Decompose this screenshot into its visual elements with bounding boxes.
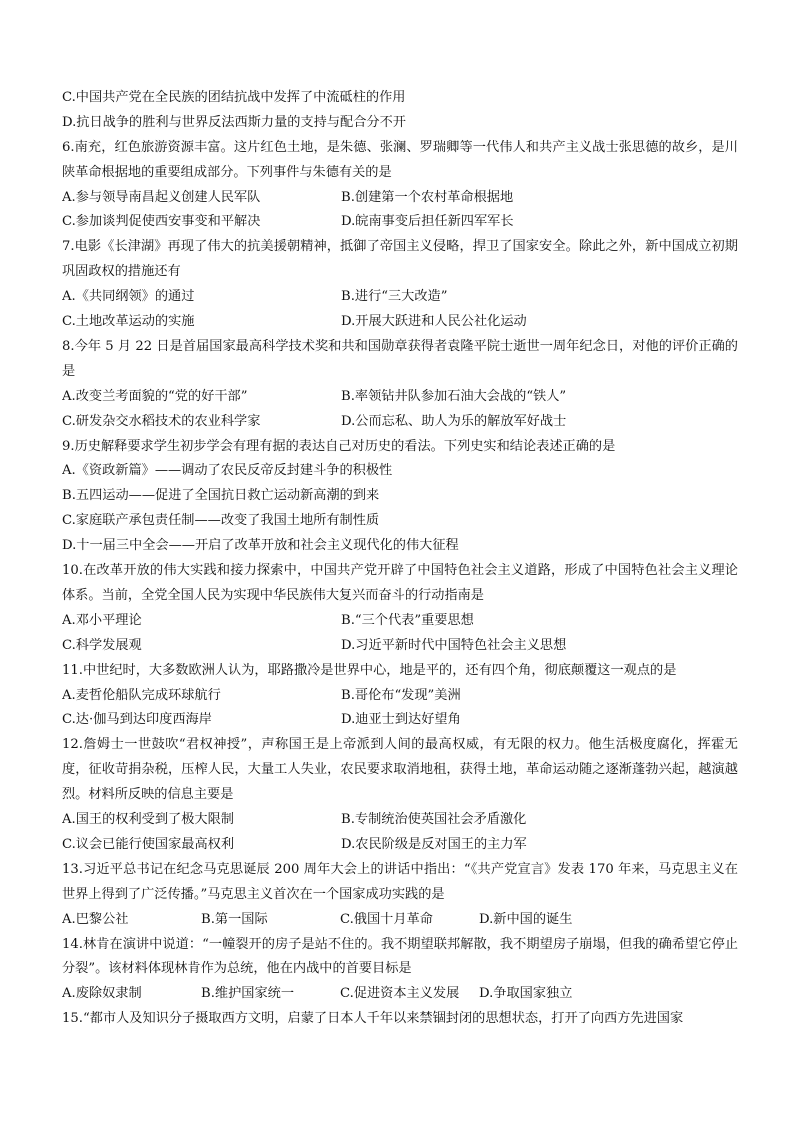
option-a: A.邓小平理论 xyxy=(62,612,142,628)
option-b: B.专制统治使英国社会矛盾激化 xyxy=(341,812,527,828)
option-c: C.土地改革运动的实施 xyxy=(62,314,195,330)
option-a: A.改变兰考面貌的“党的好干部” xyxy=(62,388,248,404)
option-a: A.废除奴隶制 xyxy=(62,986,142,1002)
option-d: D.新中国的诞生 xyxy=(479,911,573,927)
option-c: C.俄国十月革命 xyxy=(340,911,433,927)
question-10-options-row xyxy=(62,634,738,659)
option-b: B.率领钻井队参加石油大会战的“铁人” xyxy=(341,388,567,404)
option-c: C.参加谈判促使西安事变和平解决 xyxy=(62,214,261,230)
option-b: B.第一国际 xyxy=(201,911,268,927)
option-c: C.科学发展观 xyxy=(62,637,142,653)
question-8-options-row xyxy=(62,385,738,410)
option-a: A.参与领导南昌起义创建人民军队 xyxy=(62,189,261,205)
option-b: B.进行“三大改造” xyxy=(341,289,448,305)
question-7-stem: 7.电影《长津湖》再现了伟大的抗美援朝精神，抵御了帝国主义侵略，捍卫了国家安全。除此之外，新中国成立初期巩固政权的措施还有 xyxy=(62,239,738,280)
option-b: B.创建第一个农村革命根据地 xyxy=(341,189,514,205)
option-b: B.“三个代表”重要思想 xyxy=(341,612,474,628)
question-6-stem: 6.南充，红色旅游资源丰富。这片红色土地，是朱德、张澜、罗瑞卿等一代伟人和共产主义战士张思德的故乡，是川陕革命根据地的重要组成部分。下列事件与朱德有关的是 xyxy=(62,139,738,180)
option-d: D.争取国家独立 xyxy=(479,986,573,1002)
exam-page xyxy=(62,86,738,1032)
option-a: A.《资政新篇》——调动了农民反帝反封建斗争的积极性 xyxy=(62,463,393,479)
question-12-options-row xyxy=(62,833,738,858)
option-b: B.五四运动——促进了全国抗日救亡运动新高潮的到来 xyxy=(62,488,380,504)
option-d: D.习近平新时代中国特色社会主义思想 xyxy=(341,637,567,653)
option-b: B.维护国家统一 xyxy=(201,986,295,1002)
question-8-stem: 8.今年 5 月 22 日是首届国家最高科学技术奖和共和国勋章获得者袁隆平院士逝世一周年纪念日，对他的评价正确的是 xyxy=(62,338,738,379)
option-line: D.抗日战争的胜利与世界反法西斯力量的支持与配合分不开 xyxy=(62,114,406,130)
option-a: A.巴黎公社 xyxy=(62,911,129,927)
question-11-options-row xyxy=(62,708,738,733)
option-c: C.家庭联产承包责任制——改变了我国土地所有制性质 xyxy=(62,513,380,529)
option-c: C.达·伽马到达印度西海岸 xyxy=(62,712,212,728)
question-6-options-row xyxy=(62,210,738,235)
question-14-options-row xyxy=(62,982,738,1007)
question-13-stem: 13.习近平总书记在纪念马克思诞辰 200 周年大会上的讲话中指出：“《共产党宣言》发表 170 年来，马克思主义在世界上得到了广泛传播。”马克思主义首次在一个国家成功实践的是 xyxy=(62,861,738,902)
option-d: D.公而忘私、助人为乐的解放军好战士 xyxy=(341,413,567,429)
option-a: A.国王的权利受到了极大限制 xyxy=(62,812,234,828)
option-d: D.十一届三中全会——开启了改革开放和社会主义现代化的伟大征程 xyxy=(62,538,459,554)
question-14-stem: 14.林肯在演讲中说道：“一幢裂开的房子是站不住的。我不期望联邦解散，我不期望房子崩塌，但我的确希望它停止分裂”。该材料体现林肯作为总统，他在内战中的首要目标是 xyxy=(62,936,738,977)
option-line: C.中国共产党在全民族的团结抗战中发挥了中流砥柱的作用 xyxy=(62,90,406,105)
option-d: D.开展大跃进和人民公社化运动 xyxy=(341,314,527,330)
question-8-options-row xyxy=(62,410,738,435)
option-a: A.《共同纲领》的通过 xyxy=(62,289,195,305)
question-6-options-row xyxy=(62,186,738,211)
question-13-options-row xyxy=(62,908,738,933)
option-c: C.议会已能行使国家最高权利 xyxy=(62,836,235,852)
question-10-stem: 10.在改革开放的伟大实践和接力探索中，中国共产党开辟了中国特色社会主义道路，形成了中国特色社会主义理论体系。当前，全党全国人民为实现中华民族伟大复兴而奋斗的行动指南是 xyxy=(62,563,738,603)
option-c: C.研发杂交水稻技术的农业科学家 xyxy=(62,413,261,429)
question-10-options-row xyxy=(62,609,738,634)
option-d: D.皖南事变后担任新四军军长 xyxy=(341,214,514,230)
question-7-options-row xyxy=(62,285,738,310)
question-11-options-row xyxy=(62,684,738,709)
option-c: C.促进资本主义发展 xyxy=(340,986,460,1002)
question-9-stem: 9.历史解释要求学生初步学会有理有据的表达自己对历史的看法。下列史实和结论表述正确的是 xyxy=(62,438,616,454)
question-12-stem: 12.詹姆士一世鼓吹“君权神授”，声称国王是上帝派到人间的最高权威，有无限的权力。他生活极度腐化，挥霍无度，征收苛捐杂税，压榨人民，大量工人失业，农民要求取消地租，获得土地，革命运动随之逐渐蓬勃兴起，越演越烈。材料所反映的信息主要是 xyxy=(62,737,738,803)
question-7-options-row xyxy=(62,310,738,335)
option-b: B.哥伦布“发现”美洲 xyxy=(341,687,461,703)
question-15-stem: 15.“都市人及知识分子摄取西方文明，启蒙了日本人千年以来禁锢封闭的思想状态，打开了向西方先进国家 xyxy=(62,1011,684,1027)
option-d: D.农民阶级是反对国王的主力军 xyxy=(341,836,527,852)
question-11-stem: 11.中世纪时，大多数欧洲人认为，耶路撒冷是世界中心，地是平的，还有四个角，彻底颠覆这一观点的是 xyxy=(62,662,677,678)
option-d: D.迪亚士到达好望角 xyxy=(341,712,461,728)
option-a: A.麦哲伦船队完成环球航行 xyxy=(62,687,221,703)
question-12-options-row xyxy=(62,808,738,833)
